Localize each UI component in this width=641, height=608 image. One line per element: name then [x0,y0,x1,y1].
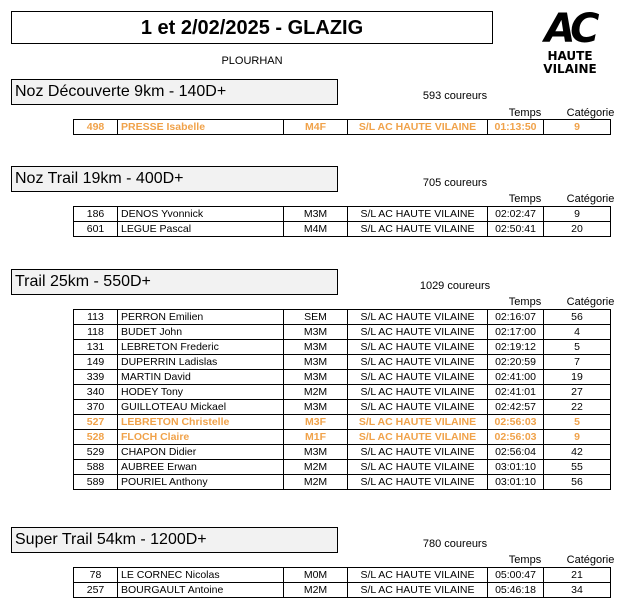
club-cell: S/L AC HAUTE VILAINE [348,568,488,583]
club-cell: S/L AC HAUTE VILAINE [348,222,488,237]
runner-name-cell: LEBRETON Frederic [118,340,284,355]
time-column-header: Temps [508,554,542,566]
category-code-cell: M3M [284,370,348,385]
category-code-cell: M3M [284,400,348,415]
club-cell: S/L AC HAUTE VILAINE [348,370,488,385]
bib-cell: 131 [74,340,118,355]
category-rank-cell: 42 [544,445,611,460]
club-cell: S/L AC HAUTE VILAINE [348,120,488,135]
logo-line-1: HAUTE [547,49,593,63]
category-rank-cell: 56 [544,310,611,325]
race-title: Noz Trail 19km - 400D+ [11,166,338,192]
club-cell: S/L AC HAUTE VILAINE [348,207,488,222]
time-cell: 02:41:01 [488,385,544,400]
runner-name-cell: PRESSE Isabelle [118,120,284,135]
category-code-cell: M3M [284,207,348,222]
club-cell: S/L AC HAUTE VILAINE [348,310,488,325]
club-cell: S/L AC HAUTE VILAINE [348,355,488,370]
table-row [74,385,611,400]
category-code-cell: M3M [284,445,348,460]
bib-cell: 257 [74,583,118,598]
time-cell: 02:17:00 [488,325,544,340]
category-code-cell: M2M [284,475,348,490]
category-code-cell: M3M [284,340,348,355]
bib-cell: 370 [74,400,118,415]
bib-cell: 498 [74,120,118,135]
category-rank-cell: 34 [544,583,611,598]
table-row [74,340,611,355]
club-cell: S/L AC HAUTE VILAINE [348,400,488,415]
category-rank-cell: 27 [544,385,611,400]
category-rank-cell: 22 [544,400,611,415]
time-column-header: Temps [508,296,542,308]
runner-name-cell: CHAPON Didier [118,445,284,460]
category-rank-cell: 21 [544,568,611,583]
time-cell: 02:50:41 [488,222,544,237]
table-row [74,415,611,430]
time-cell: 02:02:47 [488,207,544,222]
category-code-cell: M3M [284,325,348,340]
bib-cell: 186 [74,207,118,222]
bib-cell: 528 [74,430,118,445]
category-code-cell: M0M [284,568,348,583]
category-code-cell: M2M [284,583,348,598]
runner-name-cell: HODEY Tony [118,385,284,400]
bib-cell: 340 [74,385,118,400]
category-code-cell: SEM [284,310,348,325]
club-cell: S/L AC HAUTE VILAINE [348,583,488,598]
runner-name-cell: AUBREE Erwan [118,460,284,475]
race-title: Super Trail 54km - 1200D+ [11,527,338,553]
runner-name-cell: POURIEL Anthony [118,475,284,490]
category-rank-cell: 4 [544,325,611,340]
runner-name-cell: PERRON Emilien [118,310,284,325]
time-cell: 03:01:10 [488,460,544,475]
time-cell: 02:41:00 [488,370,544,385]
category-rank-cell: 9 [544,120,611,135]
category-rank-cell: 20 [544,222,611,237]
club-cell: S/L AC HAUTE VILAINE [348,445,488,460]
category-column-header: Catégorie [566,296,615,308]
runner-count: 780 coureurs [422,538,488,550]
bib-cell: 589 [74,475,118,490]
bib-cell: 529 [74,445,118,460]
time-cell: 05:00:47 [488,568,544,583]
time-cell: 02:16:07 [488,310,544,325]
category-rank-cell: 5 [544,415,611,430]
category-rank-cell: 5 [544,340,611,355]
table-row [74,207,611,222]
category-column-header: Catégorie [566,554,615,566]
table-row [74,325,611,340]
runner-name-cell: LEGUE Pascal [118,222,284,237]
results-table [73,119,611,135]
race-title: Noz Découverte 9km - 140D+ [11,79,338,105]
runner-name-cell: GUILLOTEAU Mickael [118,400,284,415]
results-table [73,206,611,237]
time-cell: 05:46:18 [488,583,544,598]
page-title: 1 et 2/02/2025 - GLAZIG [11,11,493,44]
time-column-header: Temps [508,193,542,205]
logo-ac-text: AC [544,6,596,52]
time-cell: 02:56:03 [488,430,544,445]
table-row [74,445,611,460]
club-cell: S/L AC HAUTE VILAINE [348,415,488,430]
table-row [74,460,611,475]
runner-name-cell: DUPERRIN Ladislas [118,355,284,370]
category-column-header: Catégorie [566,193,615,205]
runner-name-cell: LEBRETON Christelle [118,415,284,430]
runner-name-cell: MARTIN David [118,370,284,385]
category-rank-cell: 9 [544,207,611,222]
table-row [74,568,611,583]
category-rank-cell: 9 [544,430,611,445]
table-row [74,370,611,385]
bib-cell: 149 [74,355,118,370]
time-cell: 02:56:03 [488,415,544,430]
runner-count: 1029 coureurs [419,280,491,292]
club-cell: S/L AC HAUTE VILAINE [348,340,488,355]
table-row [74,430,611,445]
runner-name-cell: FLOCH Claire [118,430,284,445]
club-cell: S/L AC HAUTE VILAINE [348,325,488,340]
category-rank-cell: 19 [544,370,611,385]
bib-cell: 601 [74,222,118,237]
bib-cell: 527 [74,415,118,430]
table-row [74,355,611,370]
time-cell: 02:42:57 [488,400,544,415]
category-code-cell: M3F [284,415,348,430]
category-column-header: Catégorie [566,107,615,119]
table-row [74,120,611,135]
club-logo [533,6,607,77]
results-table [73,567,611,598]
time-cell: 01:13:50 [488,120,544,135]
category-code-cell: M3M [284,355,348,370]
bib-cell: 118 [74,325,118,340]
category-code-cell: M4F [284,120,348,135]
runner-name-cell: DENOS Yvonnick [118,207,284,222]
club-cell: S/L AC HAUTE VILAINE [348,385,488,400]
category-rank-cell: 55 [544,460,611,475]
bib-cell: 78 [74,568,118,583]
runner-name-cell: BUDET John [118,325,284,340]
time-cell: 02:19:12 [488,340,544,355]
table-row [74,310,611,325]
bib-cell: 339 [74,370,118,385]
runner-name-cell: BOURGAULT Antoine [118,583,284,598]
table-row [74,583,611,598]
time-cell: 02:56:04 [488,445,544,460]
time-column-header: Temps [508,107,542,119]
time-cell: 03:01:10 [488,475,544,490]
race-title: Trail 25km - 550D+ [11,269,338,295]
table-row [74,475,611,490]
category-code-cell: M1F [284,430,348,445]
category-code-cell: M2M [284,385,348,400]
event-location: PLOURHAN [221,55,283,67]
club-cell: S/L AC HAUTE VILAINE [348,475,488,490]
table-row [74,400,611,415]
category-code-cell: M4M [284,222,348,237]
bib-cell: 588 [74,460,118,475]
category-rank-cell: 56 [544,475,611,490]
category-code-cell: M2M [284,460,348,475]
category-rank-cell: 7 [544,355,611,370]
logo-line-2: VILAINE [543,62,597,76]
runner-count: 705 coureurs [422,177,488,189]
runner-count: 593 coureurs [422,90,488,102]
runner-name-cell: LE CORNEC Nicolas [118,568,284,583]
club-cell: S/L AC HAUTE VILAINE [348,460,488,475]
time-cell: 02:20:59 [488,355,544,370]
table-row [74,222,611,237]
bib-cell: 113 [74,310,118,325]
club-cell: S/L AC HAUTE VILAINE [348,430,488,445]
results-table [73,309,611,490]
